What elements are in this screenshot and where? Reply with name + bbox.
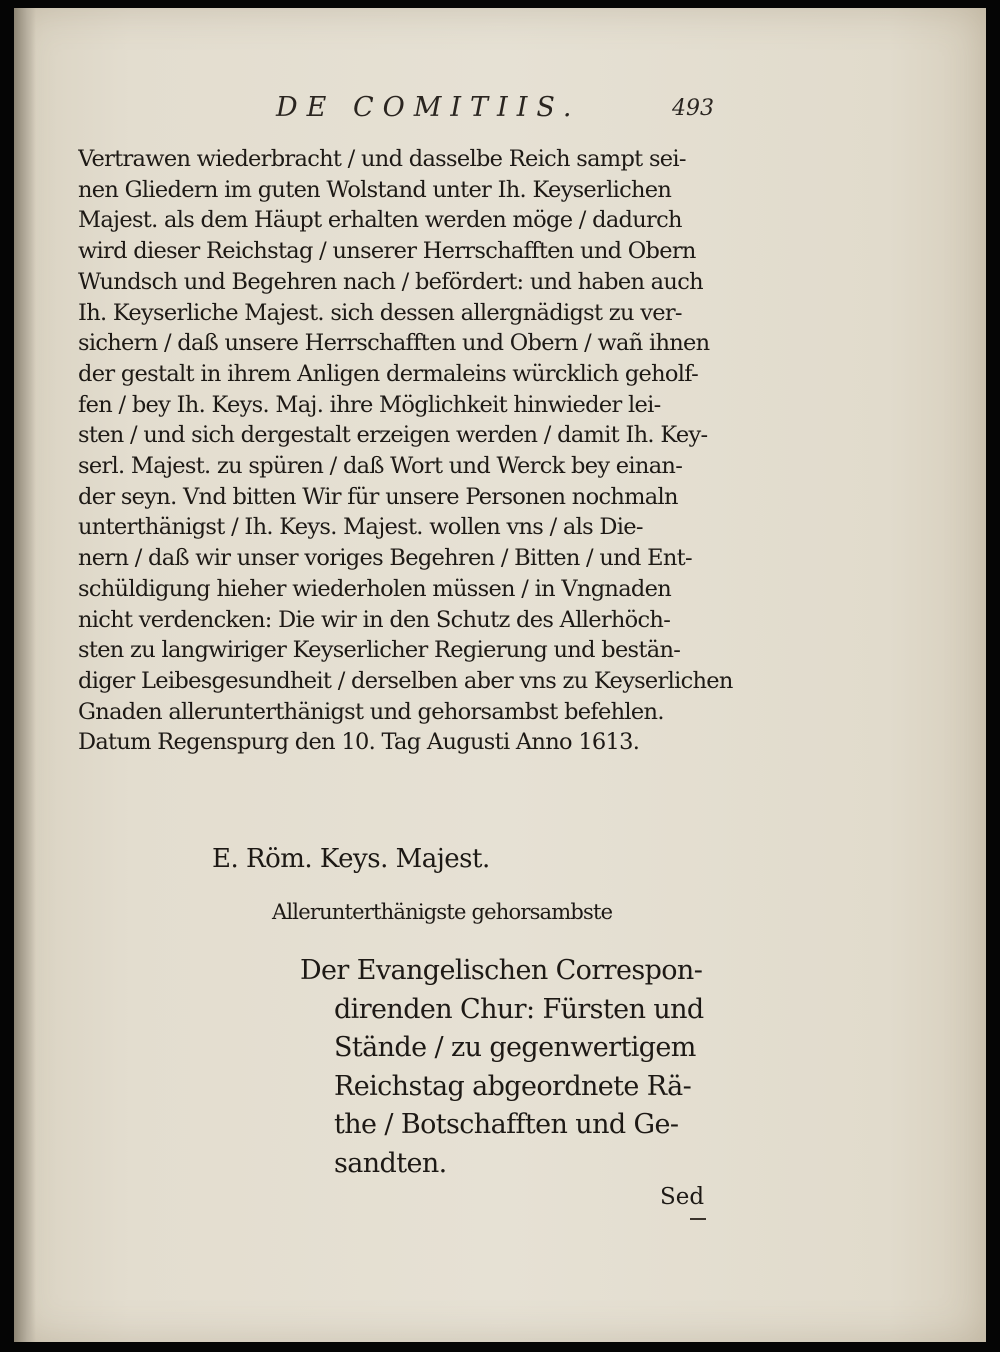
catchword: Sed bbox=[660, 1184, 705, 1210]
date-line: Datum Regenspurg den 10. Tag Augusti Anno 1613. bbox=[78, 729, 640, 756]
signatories bbox=[300, 952, 740, 1183]
signatory-line: Stände / zu gegenwertigem bbox=[334, 1032, 696, 1063]
closing-formula: Allerunterthänigste gehorsambste bbox=[272, 900, 613, 924]
signatory-line: direnden Chur: Fürsten und bbox=[334, 993, 704, 1025]
text-line: Ih. Keyserliche Majest. sich dessen allergnädigst zu ver- bbox=[78, 299, 682, 326]
text-line: nicht verdencken: Die wir in den Schutz des Allerhöch- bbox=[78, 606, 671, 633]
signatory-line: the / Botschafften und Ge- bbox=[334, 1109, 679, 1140]
text-line: nern / daß wir unser voriges Begehren / Bitten / und Ent- bbox=[78, 545, 692, 572]
text-line: sichern / daß unsere Herrschafften und Obern / wañ ihnen bbox=[78, 330, 710, 357]
page-gutter-shadow bbox=[14, 8, 36, 1342]
text-line: Wundsch und Begehren nach / befördert: und haben auch bbox=[78, 268, 703, 295]
text-line: sten / und sich dergestalt erzeigen werden / damit Ih. Key- bbox=[78, 422, 708, 449]
text-line: Vertrawen wiederbracht / und dasselbe Reich sampt sei- bbox=[78, 146, 686, 172]
text-line: der seyn. Vnd bitten Wir für unsere Personen nochmaln bbox=[78, 483, 678, 510]
text-line: fen / bey Ih. Keys. Maj. ihre Möglichkeit hinwieder lei- bbox=[78, 391, 661, 418]
page-header bbox=[14, 92, 986, 132]
text-line: serl. Majest. zu spüren / daß Wort und Werck bey einan- bbox=[78, 453, 683, 480]
text-line: schüldigung hieher wiederholen müssen / in Vngnaden bbox=[78, 575, 672, 602]
catchword-underline bbox=[690, 1218, 706, 1220]
text-line: sten zu langwiriger Keyserlicher Regierung und bestän- bbox=[78, 637, 681, 664]
text-line: wird dieser Reichstag / unserer Herrschafften und Obern bbox=[78, 238, 696, 265]
text-line: der gestalt in ihrem Anligen dermaleins würcklich geholf- bbox=[78, 360, 698, 387]
signatory-line: Reichstag abgeordnete Rä- bbox=[334, 1070, 692, 1102]
running-head: DE COMITIIS. bbox=[276, 92, 581, 123]
text-line: Gnaden allerunterthänigst und gehorsambst befehlen. bbox=[78, 698, 664, 725]
body-text bbox=[78, 144, 750, 758]
book-page bbox=[14, 8, 986, 1342]
text-line: Majest. als dem Häupt erhalten werden möge / dadurch bbox=[78, 207, 682, 234]
closing-salutation: E. Röm. Keys. Majest. bbox=[212, 844, 490, 874]
text-line: unterthänigst / Ih. Keys. Majest. wollen vns / als Die- bbox=[78, 514, 643, 541]
signatory-line: sandten. bbox=[334, 1147, 447, 1179]
page-number: 493 bbox=[672, 96, 714, 121]
text-line: nen Gliedern im guten Wolstand unter Ih. Keyserlichen bbox=[78, 176, 672, 203]
text-line: diger Leibesgesundheit / derselben aber vns zu Keyserlichen bbox=[78, 667, 733, 694]
signatory-line: Der Evangelischen Correspon- bbox=[300, 955, 703, 986]
